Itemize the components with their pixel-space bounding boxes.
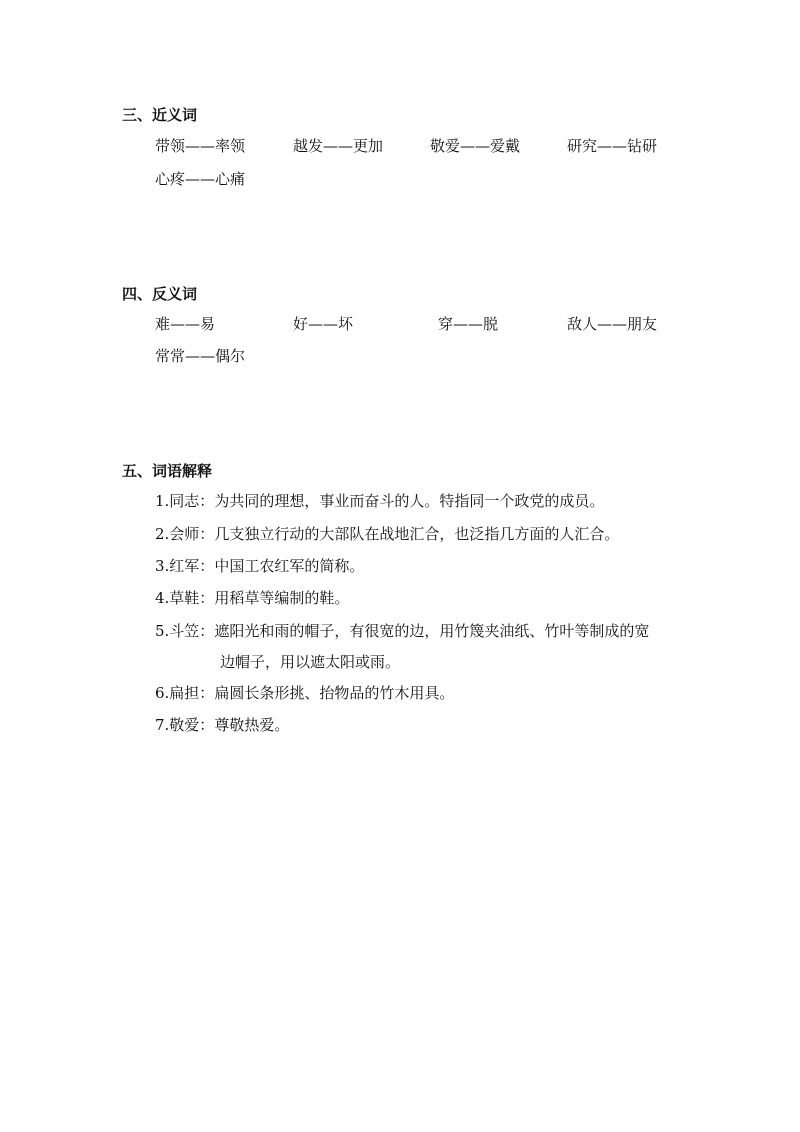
definition-term: 6.扁担： xyxy=(155,684,215,702)
explanations-heading: 五、词语解释 xyxy=(122,462,213,480)
antonym-pair: 穿——脱 xyxy=(438,315,499,333)
definition-term: 3.红军： xyxy=(155,557,215,575)
definition-term: 1.同志： xyxy=(155,492,215,510)
synonym-pair: 带领——率领 xyxy=(155,137,246,155)
definition-term: 5.斗笠： xyxy=(155,622,215,640)
synonym-pair: 心疼——心痛 xyxy=(155,170,246,188)
definition-term: 7.敬爱： xyxy=(155,716,215,734)
synonym-pair: 研究——钻研 xyxy=(567,137,658,155)
definition-item xyxy=(155,524,619,544)
antonyms-heading: 四、反义词 xyxy=(122,285,198,303)
antonym-pair: 敌人——朋友 xyxy=(567,315,658,333)
definition-continuation: 边帽子，用以遮太阳或雨。 xyxy=(220,653,401,671)
definition-item xyxy=(155,588,349,608)
definition-text: 用稻草等编制的鞋。 xyxy=(214,589,350,607)
antonym-pair: 好——坏 xyxy=(293,315,354,333)
definition-item xyxy=(155,621,649,641)
synonym-pair: 敬爱——爱戴 xyxy=(430,137,521,155)
definition-text: 遮阳光和雨的帽子，有很宽的边，用竹篾夹油纸、竹叶等制成的宽 xyxy=(214,622,650,640)
definition-text: 几支独立行动的大部队在战地汇合，也泛指几方面的人汇合。 xyxy=(214,525,620,543)
synonym-pair: 越发——更加 xyxy=(293,137,384,155)
definition-item xyxy=(155,683,454,703)
definition-term: 4.草鞋： xyxy=(155,589,215,607)
antonym-pair: 难——易 xyxy=(155,315,216,333)
definition-item xyxy=(155,491,604,511)
synonyms-heading: 三、近义词 xyxy=(122,106,198,124)
definition-text: 尊敬热爱。 xyxy=(214,716,290,734)
definition-text: 中国工农红军的简称。 xyxy=(214,557,365,575)
definition-term: 2.会师： xyxy=(155,525,215,543)
definition-item xyxy=(155,556,364,576)
definition-item xyxy=(155,715,289,735)
definition-text: 为共同的理想，事业而奋斗的人。特指同一个政党的成员。 xyxy=(214,492,605,510)
definition-text: 扁圆长条形挑、抬物品的竹木用具。 xyxy=(214,684,455,702)
antonym-pair: 常常——偶尔 xyxy=(155,347,246,365)
